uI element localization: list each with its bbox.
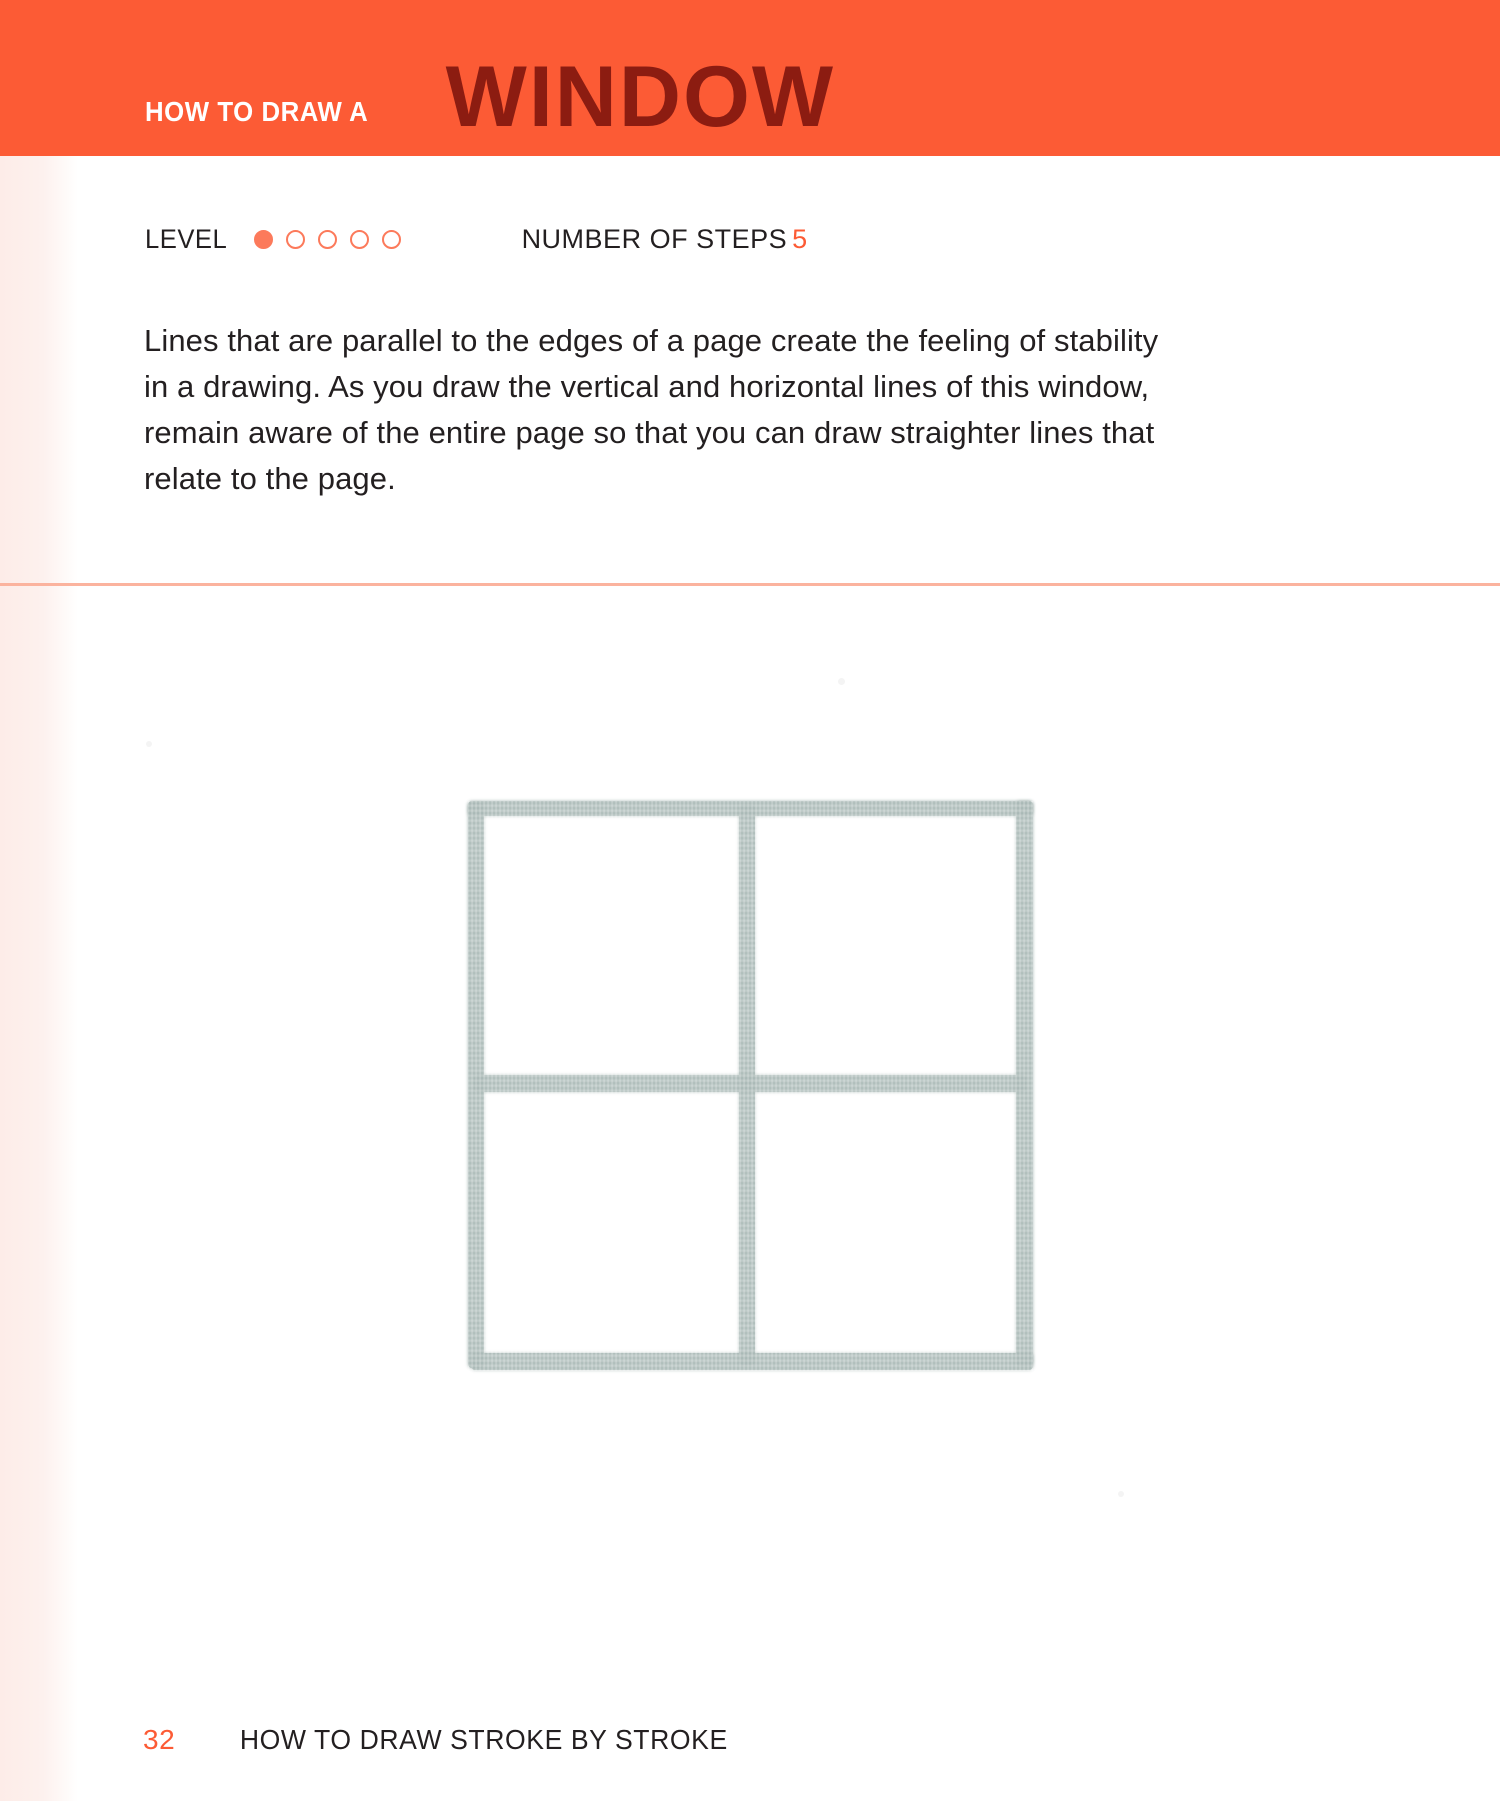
paper-blemish [838,678,845,685]
header-kicker: HOW TO DRAW A [145,96,369,127]
paper-blemish [1118,1491,1124,1497]
page-footer [143,1724,741,1756]
page-number: 32 [143,1724,176,1755]
steps-block [522,224,808,255]
meta-row [145,224,808,255]
page-title: WINDOW [445,49,836,145]
intro-paragraph: Lines that are parallel to the edges of a page create the feeling of stability in a drawing. As you draw the vertical and horizontal lines of this window, remain aware of the entire page so that you can draw straighter lines that relate to the page. [144,323,1159,496]
paper-blemish [146,741,152,747]
level-dot-5 [382,230,401,249]
level-label: LEVEL [145,224,228,254]
left-margin-strip [0,0,78,1801]
steps-value: 5 [792,224,808,254]
footer-book-title: HOW TO DRAW STROKE BY STROKE [239,1724,728,1755]
level-dot-1 [254,230,273,249]
window-stroke-horizontal-muntin [474,1075,1026,1092]
level-dot-3 [318,230,337,249]
header-band [0,0,1500,156]
steps-label: NUMBER OF STEPS [521,224,788,254]
illustration-area [78,586,1500,1686]
level-dot-2 [286,230,305,249]
header-content [145,0,1345,156]
level-rating [254,230,414,249]
level-dot-4 [350,230,369,249]
window-pencil-drawing [468,801,1033,1371]
